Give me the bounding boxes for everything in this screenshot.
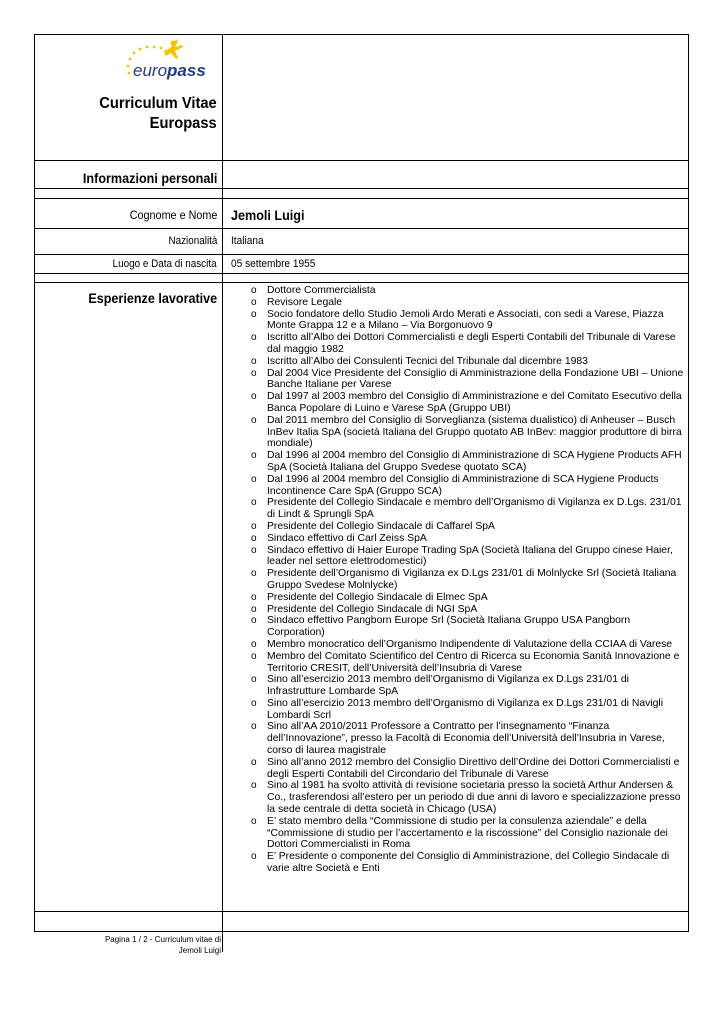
birth-label: Luogo e Data di nascita bbox=[112, 258, 217, 270]
experience-heading: Esperienze lavorative bbox=[88, 290, 217, 306]
list-item: o E’ stato membro della “Commissione di studio per la consulenza aziendale” e della “Commissione di studio per l’accertamento e la riscossione” del Consiglio nazionale dei Dottori Commercialisti in Roma bbox=[250, 816, 686, 851]
list-item: o Membro del Comitato Scientifico del Centro di Ricerca su Economia Sanità Innovazione e Territorio CRESIT, dell’Università dell’Insubria di Varese bbox=[250, 651, 686, 675]
list-item: o Sino all’esercizio 2013 membro dell’Organismo di Vigilanza ex D.Lgs 231/01 di Infrastrutture Lombarde SpA bbox=[250, 674, 686, 698]
list-item: o Iscritto all’Albo dei Dottori Commercialisti e degli Esperti Contabili del Tribunale di Varese dal maggio 1982 bbox=[250, 332, 686, 356]
list-item: o Presidente dell’Organismo di Vigilanza ex D.Lgs 231/01 di Molnlycke Srl (Società Italiana Gruppo Svedese Molnlycke) bbox=[250, 568, 686, 592]
europass-logo bbox=[120, 36, 215, 84]
row-divider bbox=[34, 160, 689, 161]
list-item: o Sino all’esercizio 2013 membro dell’Organismo di Vigilanza ex D.Lgs 231/01 di Navigli Lombardi Scrl bbox=[250, 698, 686, 722]
page-footer bbox=[105, 934, 221, 956]
nationality-value: Italiana bbox=[231, 235, 264, 247]
birth-value: 05 settembre 1955 bbox=[231, 258, 316, 270]
row-divider bbox=[34, 188, 689, 189]
list-item: o Dal 2004 Vice Presidente del Consiglio di Amministrazione della Fondazione UBI – Unione Banche Italiane per Varese bbox=[250, 368, 686, 392]
list-item: o Sino al 1981 ha svolto attività di revisione societaria presso la società Arthur Andersen & Co., trasferendosi all’estero per un periodo di due anni di lavoro e specializzazione presso la sede centrale di detta società in Chicago (USA) bbox=[250, 780, 686, 815]
name-label: Cognome e Nome bbox=[129, 208, 217, 222]
cv-title bbox=[99, 94, 217, 134]
list-item: o Dal 1996 al 2004 membro del Consiglio di Amministrazione di SCA Hygiene Products AFH SpA (Società Italiana del Gruppo Svedese quotato SCA) bbox=[250, 450, 686, 474]
list-item: o Presidente del Collegio Sindacale e membro dell’Organismo di Vigilanza ex D.Lgs. 231/01 di Lindt & Sprungli SpA bbox=[250, 497, 686, 521]
footer-line-2: Jemoli Luigi bbox=[178, 946, 221, 955]
row-divider bbox=[34, 282, 689, 283]
row-divider bbox=[34, 228, 689, 229]
title-line-1: Curriculum Vitae bbox=[99, 95, 217, 112]
list-item: o Revisore Legale bbox=[250, 297, 686, 309]
experience-list bbox=[250, 285, 686, 875]
svg-text:europass: europass bbox=[133, 61, 206, 80]
personal-info-heading: Informazioni personali bbox=[82, 170, 217, 186]
list-item: o Membro monocratico dell’Organismo Indipendente di Valutazione della CCIAA di Varese bbox=[250, 639, 686, 651]
row-divider bbox=[34, 198, 689, 199]
list-item: o Sindaco effettivo di Carl Zeiss SpA bbox=[250, 533, 686, 545]
list-item: o Sino all’AA 2010/2011 Professore a Contratto per l’insegnamento “Finanza dell’Innovazione”, presso la Facoltà di Economia dell’Università dell’Insubria in Varese, corso di laurea magistrale bbox=[250, 721, 686, 756]
list-item: o Socio fondatore dello Studio Jemoli Ardo Merati e Associati, con sedi a Varese, Piazza Monte Grappa 12 e a Milano – Via Borgonuovo 9 bbox=[250, 309, 686, 333]
row-divider bbox=[34, 273, 689, 274]
list-item: o Sindaco effettivo Pangborn Europe Srl (Società Italiana Gruppo USA Pangborn Corporation) bbox=[250, 615, 686, 639]
list-item: o Presidente del Collegio Sindacale di NGI SpA bbox=[250, 604, 686, 616]
nationality-label: Nazionalità bbox=[168, 235, 217, 247]
footer-line-1: Pagina 1 / 2 - Curriculum vitae di bbox=[104, 935, 221, 944]
list-item: o Sino all’anno 2012 membro del Consiglio Direttivo dell’Ordine dei Dottori Commercialisti e degli Esperti Contabili del Circondario del Tribunale di Varese bbox=[250, 757, 686, 781]
row-divider bbox=[34, 254, 689, 255]
list-item: o Dal 1997 al 2003 membro del Consiglio di Amministrazione e del Comitato Esecutivo della Banca Popolare di Luino e Varese SpA (Gruppo UBI) bbox=[250, 391, 686, 415]
list-item: o Dal 2011 membro del Consiglio di Sorveglianza (sistema dualistico) di Anheuser – Busch InBev Italia SpA (società Italiana del Gruppo quotato AB InBev: maggior produttore di birra mondiale) bbox=[250, 415, 686, 450]
list-item: o Dal 1996 al 2004 membro del Consiglio di Amministrazione di SCA Hygiene Products Incontinence Care SpA (Gruppo SCA) bbox=[250, 474, 686, 498]
list-item: o E’ Presidente o componente del Consiglio di Amministrazione, del Collegio Sindacale di varie altre Società e Enti bbox=[250, 851, 686, 875]
list-item: o Presidente del Collegio Sindacale di Elmec SpA bbox=[250, 592, 686, 604]
list-item: o Dottore Commercialista bbox=[250, 285, 686, 297]
name-value: Jemoli Luigi bbox=[231, 207, 305, 223]
list-item: o Sindaco effettivo di Haier Europe Trading SpA (Società Italiana del Gruppo cinese Haier, leader nel settore elettrodomestici) bbox=[250, 545, 686, 569]
column-divider bbox=[222, 34, 223, 952]
list-item: o Presidente del Collegio Sindacale di Caffarel SpA bbox=[250, 521, 686, 533]
row-divider bbox=[34, 911, 689, 912]
list-item: o Iscritto all’Albo dei Consulenti Tecnici del Tribunale dal dicembre 1983 bbox=[250, 356, 686, 368]
title-line-2: Europass bbox=[149, 115, 217, 132]
